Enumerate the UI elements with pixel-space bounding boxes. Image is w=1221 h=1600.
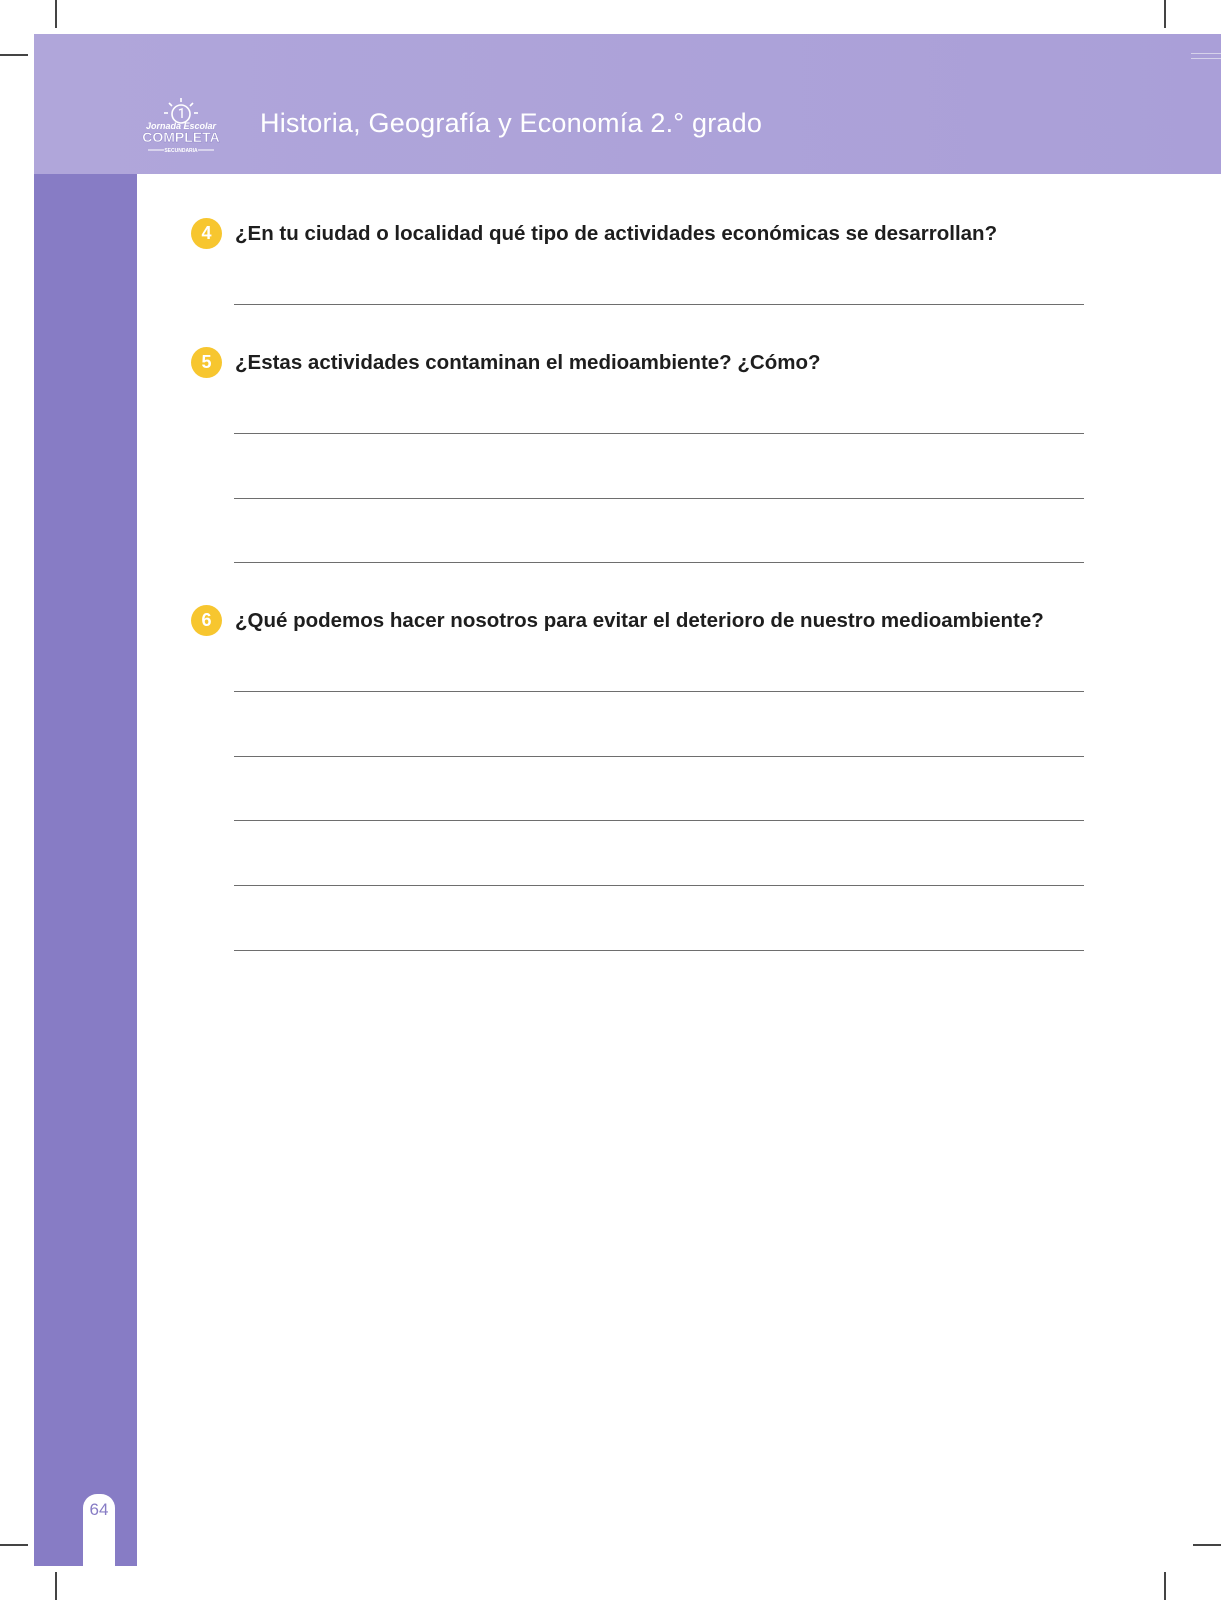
answer-line[interactable] — [234, 691, 1084, 692]
crop-mark — [55, 1572, 57, 1600]
answer-line[interactable] — [234, 950, 1084, 951]
answer-line[interactable] — [234, 498, 1084, 499]
question-5 — [191, 347, 821, 378]
header-decoration — [1191, 53, 1221, 63]
answer-line[interactable] — [234, 304, 1084, 305]
answer-line[interactable] — [234, 820, 1084, 821]
crop-mark — [1164, 1572, 1166, 1600]
answer-line[interactable] — [234, 562, 1084, 563]
page-title: Historia, Geografía y Economía 2.° grado — [260, 108, 763, 138]
crop-mark — [1193, 1544, 1221, 1546]
svg-text:SECUNDARIA: SECUNDARIA — [164, 148, 198, 154]
answer-line[interactable] — [234, 756, 1084, 757]
crop-mark — [1164, 0, 1166, 28]
answer-line[interactable] — [234, 433, 1084, 434]
crop-mark — [0, 1544, 28, 1546]
question-6 — [191, 605, 1044, 636]
svg-text:COMPLETA: COMPLETA — [142, 129, 220, 145]
page-number: 64 — [89, 1500, 109, 1519]
question-text: ¿Estas actividades contaminan el medioambiente? ¿Cómo? — [235, 350, 821, 374]
question-number-badge: 4 — [191, 218, 222, 249]
sidebar-band — [34, 174, 137, 1566]
crop-mark — [55, 0, 57, 28]
jornada-escolar-completa-logo — [140, 96, 222, 156]
question-number-badge: 6 — [191, 605, 222, 636]
question-number-badge: 5 — [191, 347, 222, 378]
svg-text:Jornada Escolar: Jornada Escolar — [145, 121, 217, 131]
question-4 — [191, 218, 997, 249]
answer-line[interactable] — [234, 885, 1084, 886]
question-text: ¿En tu ciudad o localidad qué tipo de actividades económicas se desarrollan? — [235, 221, 998, 245]
question-text: ¿Qué podemos hacer nosotros para evitar el deterioro de nuestro medioambiente? — [235, 608, 1044, 632]
crop-mark — [0, 54, 28, 56]
